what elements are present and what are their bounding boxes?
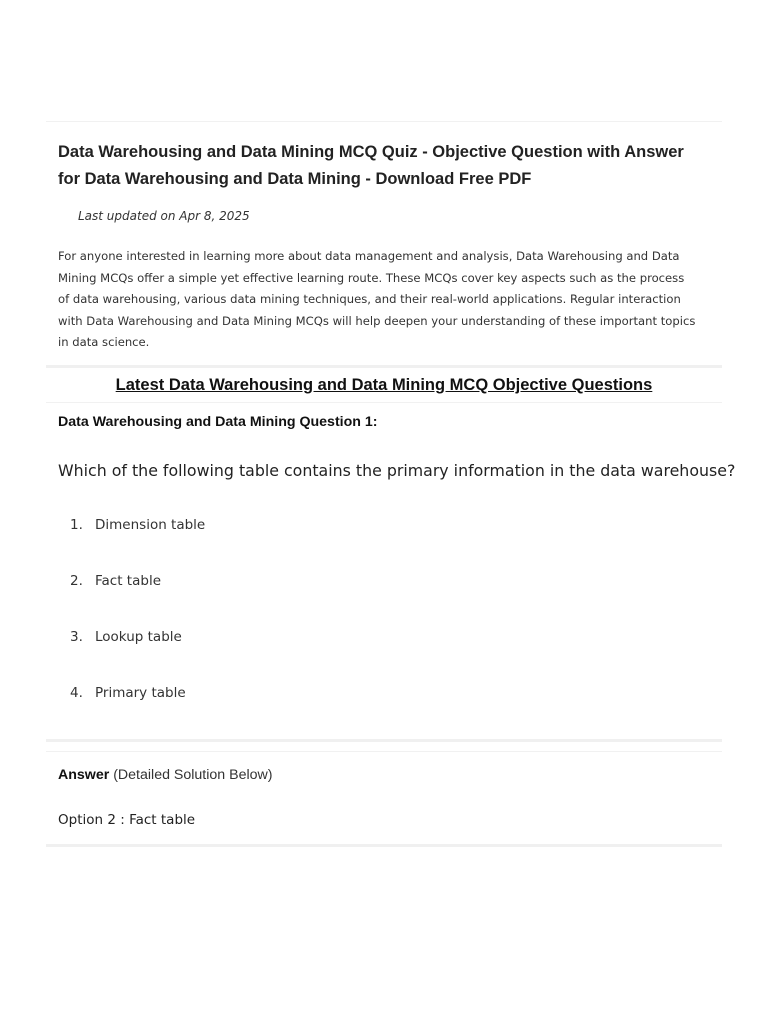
answer-value: Option 2 : Fact table: [58, 812, 196, 828]
option-label: Fact table: [95, 573, 161, 589]
answer-card: [46, 751, 722, 847]
section-heading: Latest Data Warehousing and Data Mining MCQ Objective Questions: [115, 376, 653, 394]
option-number: 3.: [70, 629, 83, 645]
option-item-4[interactable]: [70, 685, 470, 701]
option-item-3[interactable]: [70, 629, 470, 645]
question-number-label: Data Warehousing and Data Mining Question 1:: [58, 414, 378, 430]
option-number: 2.: [70, 573, 83, 589]
page-title: Data Warehousing and Data Mining MCQ Quiz - Objective Question with Answer for Data Warehousing and Data Mining - Download Free PDF: [58, 143, 684, 188]
article-header-card: [46, 121, 722, 368]
option-number: 4.: [70, 685, 83, 701]
answer-label: Answer: [58, 767, 110, 783]
intro-paragraph: For anyone interested in learning more about data management and analysis, Data Warehousing and Data Mining MCQs offer a simple yet effective learning route. These MCQs cover key aspects such as the process of data warehousing, various data mining techniques, and their real-world applications. Regular interaction with Data Warehousing and Data Mining MCQs will help deepen your understanding of these important topics in data science.: [58, 249, 696, 349]
option-label: Primary table: [95, 685, 186, 701]
option-item-2[interactable]: [70, 573, 470, 589]
question-card: [46, 402, 736, 742]
option-label: Dimension table: [95, 517, 206, 533]
option-label: Lookup table: [95, 629, 182, 645]
option-item-1[interactable]: [70, 517, 470, 533]
question-text: Which of the following table contains the primary information in the data warehouse?: [58, 461, 736, 480]
option-number: 1.: [70, 517, 83, 533]
last-updated-text: Last updated on Apr 8, 2025: [78, 209, 250, 223]
answer-header: [58, 767, 273, 783]
answer-note: (Detailed Solution Below): [109, 767, 273, 783]
